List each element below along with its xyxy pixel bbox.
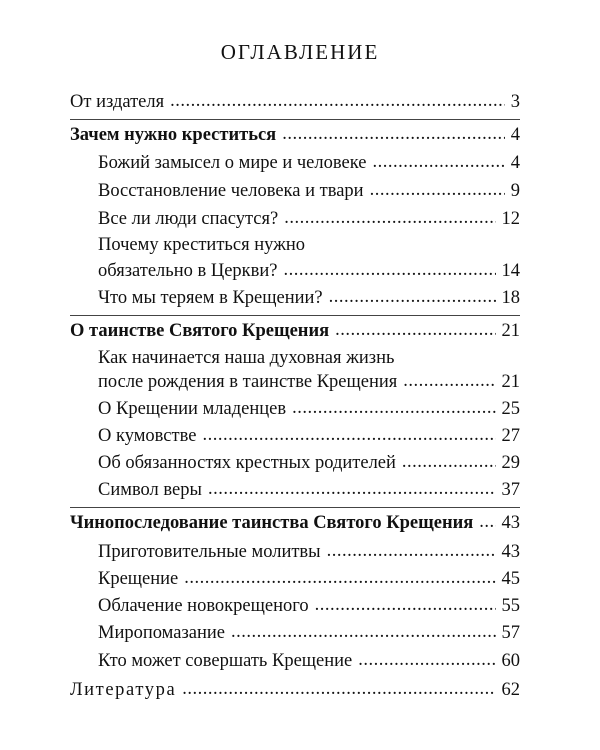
toc-entry-page: 4 [510, 125, 520, 145]
toc-entry-godparenthood[interactable] [98, 425, 520, 447]
toc-entry-page: 9 [510, 181, 520, 201]
toc-entry-page: 62 [501, 680, 520, 700]
toc-entry-chrismation[interactable] [98, 622, 520, 644]
toc-entry-label: Об обязанностях крестных родителей [98, 453, 396, 473]
toc-entry-label: обязательно в Церкви? [98, 261, 278, 281]
toc-entry-literature[interactable] [70, 679, 520, 701]
toc-entry-gods-plan[interactable] [98, 152, 520, 174]
toc-entry-page: 14 [501, 261, 520, 281]
dot-leader [184, 567, 495, 589]
toc-entry-label: Чинопоследование таинства Святого Крещения [70, 513, 474, 533]
toc-entry-why-in-church[interactable] [98, 260, 520, 282]
toc-entry-from-publisher[interactable] [70, 91, 520, 113]
toc-entry-preparatory-prayers[interactable] [98, 541, 520, 563]
toc-section-sacrament[interactable] [70, 320, 520, 342]
toc-entry-restoration[interactable] [98, 180, 520, 202]
dot-leader [292, 397, 495, 419]
toc-entry-label-line1: Почему креститься нужно [98, 235, 306, 255]
toc-entry-creed[interactable] [98, 479, 520, 501]
toc-entry-label: Восстановление человека и твари [98, 181, 364, 201]
toc-entry-baptism[interactable] [98, 568, 520, 590]
toc-entry-label: Миропомазание [98, 623, 225, 643]
toc-entry-page: 18 [501, 288, 520, 308]
dot-leader [479, 511, 495, 533]
dot-leader [282, 123, 505, 145]
toc-entry-label: Все ли люди спасутся? [98, 209, 279, 229]
toc-entry-label: Облачение новокрещеного [98, 596, 309, 616]
dot-leader [358, 649, 495, 671]
toc-entry-page: 57 [501, 623, 520, 643]
toc-section-why-baptize[interactable] [70, 124, 520, 146]
toc-entry-who-can-baptize[interactable] [98, 650, 520, 672]
toc-entry-label-line1: Как начинается наша духовная жизнь [98, 348, 395, 368]
toc-entry-infant-baptism[interactable] [98, 398, 520, 420]
toc-entry-label: Божий замысел о мире и человеке [98, 153, 367, 173]
page-title: ОГЛАВЛЕНИЕ [220, 40, 380, 64]
section-divider [70, 119, 520, 120]
dot-leader [202, 424, 495, 446]
dot-leader [315, 594, 496, 616]
toc-entry-page: 21 [501, 321, 520, 341]
toc-entry-label: Кто может совершать Крещение [98, 651, 353, 671]
toc-section-rite[interactable] [70, 512, 520, 534]
dot-leader [372, 151, 504, 173]
toc-entry-label: Зачем нужно креститься [70, 125, 277, 145]
toc-entry-label: Крещение [98, 569, 179, 589]
dot-leader [182, 678, 495, 700]
toc-entry-label: Символ веры [98, 480, 202, 500]
toc-entry-label: Литература [70, 680, 177, 700]
toc-entry-page: 25 [501, 399, 520, 419]
dot-leader [335, 319, 495, 341]
toc-entry-what-we-lose[interactable] [98, 287, 520, 309]
dot-leader [402, 451, 496, 473]
dot-leader [327, 540, 496, 562]
dot-leader [170, 90, 505, 112]
toc-entry-page: 21 [501, 372, 520, 392]
toc-entry-page: 27 [501, 426, 520, 446]
dot-leader [284, 207, 495, 229]
toc-entry-spiritual-life[interactable] [98, 371, 520, 393]
toc-entry-page: 12 [501, 209, 520, 229]
toc-entry-label: после рождения в таинстве Крещения [98, 372, 398, 392]
toc-entry-label: О Крещении младенцев [98, 399, 287, 419]
toc-entry-page: 43 [501, 513, 520, 533]
dot-leader [370, 179, 505, 201]
dot-leader [329, 286, 496, 308]
toc-entry-page: 4 [510, 153, 520, 173]
toc-entry-vesting[interactable] [98, 595, 520, 617]
section-divider [70, 507, 520, 508]
toc-entry-page: 43 [501, 542, 520, 562]
toc-entry-godparent-duties[interactable] [98, 452, 520, 474]
section-divider [70, 315, 520, 316]
toc-entry-label: От издателя [70, 92, 165, 112]
toc-entry-label: Что мы теряем в Крещении? [98, 288, 323, 308]
dot-leader [403, 370, 495, 392]
dot-leader [284, 259, 496, 281]
toc-entry-label: Приготовительные молитвы [98, 542, 321, 562]
toc-entry-page: 60 [501, 651, 520, 671]
toc-entry-page: 3 [510, 92, 520, 112]
dot-leader [231, 621, 496, 643]
toc-entry-page: 29 [501, 453, 520, 473]
toc-entry-page: 45 [501, 569, 520, 589]
toc-entry-page: 55 [501, 596, 520, 616]
dot-leader [208, 478, 496, 500]
toc-entry-label: О кумовстве [98, 426, 197, 446]
toc-entry-page: 37 [501, 480, 520, 500]
toc-entry-all-saved[interactable] [98, 208, 520, 230]
toc-entry-label: О таинстве Святого Крещения [70, 321, 330, 341]
